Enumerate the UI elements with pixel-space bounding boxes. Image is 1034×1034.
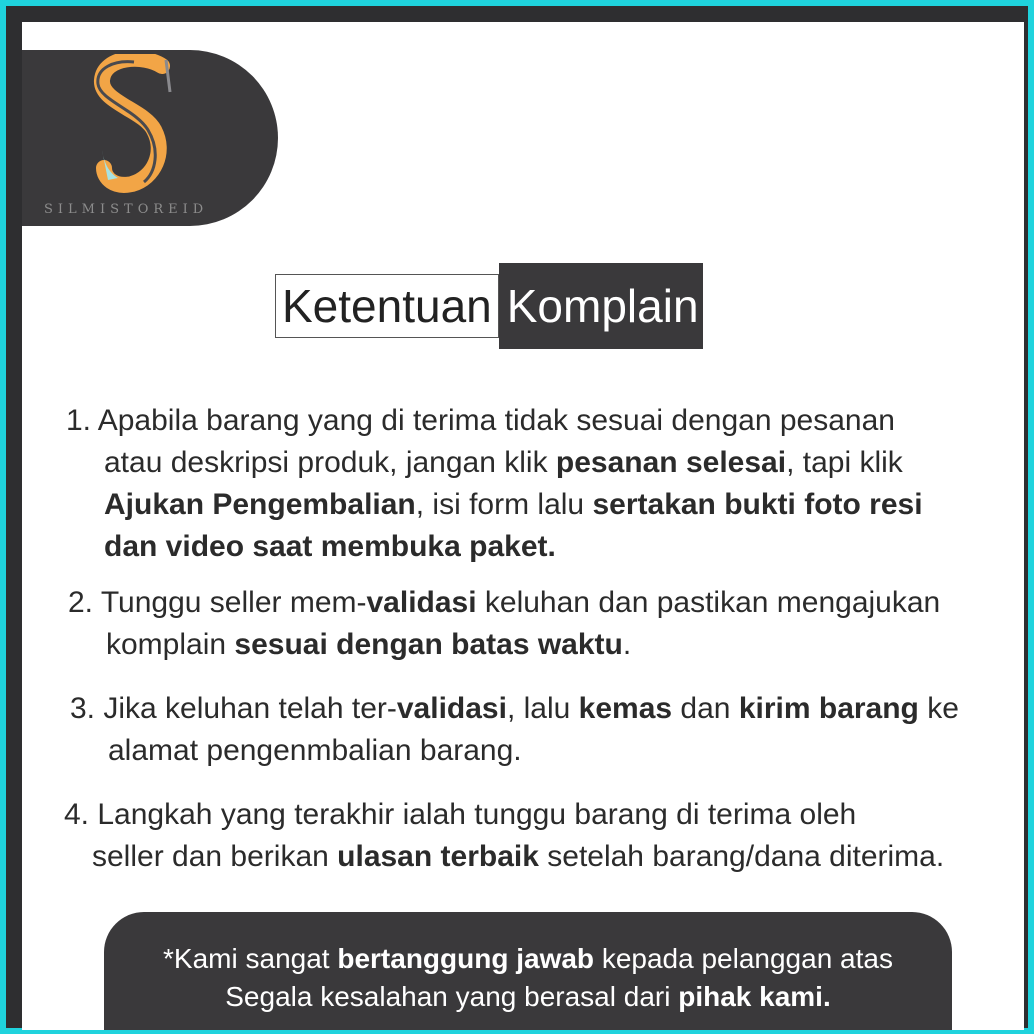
footer-note: [104, 912, 952, 1030]
rule-item-3: [70, 688, 959, 772]
rule-line: 4. Langkah yang terakhir ialah tunggu barang di terima oleh: [64, 798, 857, 831]
page-title: [275, 262, 703, 350]
border-frame: [6, 6, 1028, 1028]
rule-number: 2.: [68, 586, 94, 619]
rule-line: 3. Jika keluhan telah ter-validasi, lalu kemas dan kirim barang ke: [70, 692, 959, 725]
footer-line: *Kami sangat bertanggung jawab kepada pelanggan atas: [163, 943, 893, 974]
rule-line: komplain sesuai dengan batas waktu.: [106, 628, 632, 661]
content-panel: [22, 22, 1024, 1030]
logo-s-icon: [74, 54, 184, 194]
rule-item-4: [64, 794, 944, 878]
rule-number: 3.: [70, 692, 96, 725]
rule-item-2: [68, 582, 940, 666]
rule-line: Ajukan Pengembalian, isi form lalu sertakan bukti foto resi: [104, 488, 923, 521]
rule-text: Apabila barang yang di terima tidak sesuai dengan pesanan: [97, 404, 895, 437]
rule-line: atau deskripsi produk, jangan klik pesanan selesai, tapi klik: [104, 446, 903, 479]
brand-logo-badge: [22, 50, 278, 226]
rule-number: 1.: [66, 404, 92, 437]
brand-name: SILMISTOREID: [44, 202, 209, 217]
rule-line: seller dan berikan ulasan terbaik setelah barang/dana diterima.: [92, 840, 945, 873]
rule-line: dan video saat membuka paket.: [104, 530, 556, 563]
rule-line: 2. Tunggu seller mem-validasi keluhan dan pastikan mengajukan: [68, 586, 941, 619]
rule-number: 4.: [64, 798, 90, 831]
footer-line: Segala kesalahan yang berasal dari pihak kami.: [225, 981, 831, 1012]
rule-line: [66, 400, 923, 442]
rule-line: alamat pengenmbalian barang.: [108, 734, 522, 767]
title-part-1: Ketentuan: [275, 274, 499, 338]
title-part-2: Komplain: [499, 263, 703, 349]
rule-item-1: [66, 400, 923, 568]
